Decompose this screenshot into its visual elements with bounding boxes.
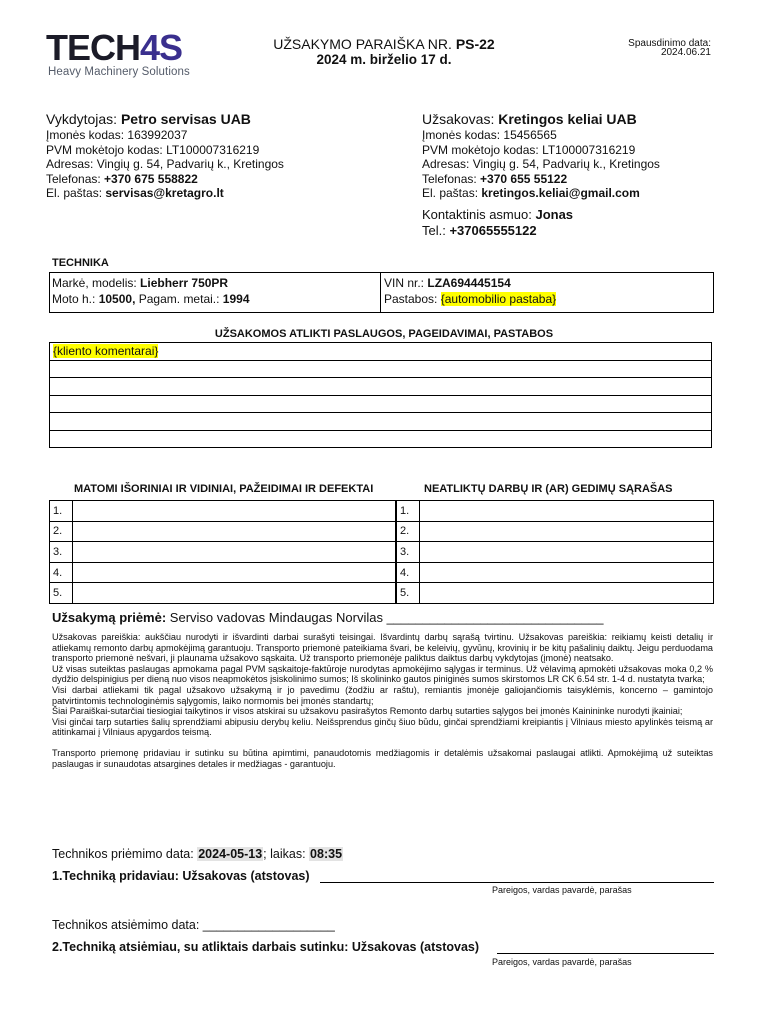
terms-paragraph: Už visas suteiktas paslaugas apmokama pagal PVM sąskaitoje-faktūroje nurodytas apmokėjimo sąlygas ir terminus. Už vėlavimą apmokėti užsakovas moka 0,2 % dydžio delspinigius per dieną nuo visos neapmokėtos įsiskolinimo sumos; Iš skolininko gautos piniginės sumos skirstomos LR CK 6.54 str. 1-4 d. nustatyta tvarka; <box>52 663 713 685</box>
table-row <box>397 521 714 542</box>
customer-vat: LT100007316219 <box>542 142 636 157</box>
return-date-label: Technikos atsiėmimo data: <box>52 918 200 932</box>
manufacture-year: 1994 <box>222 292 250 306</box>
unfinished-cell[interactable] <box>420 562 714 583</box>
contractor-address-label: Adresas: <box>46 157 94 172</box>
contractor-code-label: Įmonės kodas: <box>46 128 125 142</box>
print-date-label: Spausdinimo data: <box>628 38 711 49</box>
contractor-vat: LT100007316219 <box>166 142 260 157</box>
vehicle-notes[interactable]: {automobilio pastaba} <box>440 292 557 306</box>
delivered-label: 1.Techniką pridaviau: Užsakovas (atstovas) <box>52 869 310 883</box>
contact-person <box>422 207 573 223</box>
return-date-field[interactable]: ___________________ <box>202 918 335 932</box>
row-number: 2. <box>50 521 73 542</box>
table-row <box>50 413 712 431</box>
customer-phone-label: Telefonas: <box>422 171 477 186</box>
order-number: PS-22 <box>455 36 495 52</box>
returned-signature-line[interactable] <box>497 953 714 954</box>
terms-paragraph: Visi darbai atliekami tik pagal užsakovo užsakymą ir jo pavedimu (žodžiu ar raštu), remiantis įmonėje galiojančiomis taisyklėmis, koncerno – gamintojo patvirtintomis technologinėmis sąlygomis, laiko normomis bei įmonės standartų; <box>52 684 713 706</box>
print-date: 2024.06.21 <box>660 47 711 58</box>
received-date-row <box>52 847 343 861</box>
technika-divider <box>380 272 381 313</box>
table-row <box>50 360 712 378</box>
row-number: 5. <box>397 583 420 604</box>
contractor-email-label: El. paštas: <box>46 186 103 201</box>
contractor-code: 163992037 <box>127 128 188 142</box>
table-row <box>50 521 396 542</box>
table-row <box>50 583 396 604</box>
contractor-address: Vingių g. 54, Padvarių k., Kretingos <box>96 157 284 172</box>
damage-cell[interactable] <box>73 583 396 604</box>
contact-label: Kontaktinis asmuo: <box>422 207 532 222</box>
acceptance-signature-line[interactable]: ______________________________ <box>386 610 604 625</box>
logo-text: TECH <box>46 27 140 68</box>
customer-vat-label: PVM mokėtojo kodas: <box>422 142 539 157</box>
table-row <box>397 501 714 522</box>
make-label: Markė, modelis: <box>52 276 137 290</box>
received-date-label: Technikos priėmimo data: <box>52 847 194 861</box>
vin-label: VIN nr.: <box>384 276 425 290</box>
customer-label: Užsakovas: <box>422 111 495 127</box>
unfinished-cell[interactable] <box>420 583 714 604</box>
table-row <box>50 395 712 413</box>
contractor-block <box>46 110 284 201</box>
customer-email-label: El. paštas: <box>422 186 479 201</box>
damage-cell[interactable] <box>73 521 396 542</box>
contact-phone-label: Tel.: <box>422 223 446 238</box>
damages-section-label: MATOMI IŠORINIAI IR VIDINIAI, PAŽEIDIMAI IR DEFEKTAI <box>74 483 374 495</box>
comment-cell[interactable] <box>50 378 712 396</box>
make-model-row <box>52 276 228 290</box>
terms-paragraph: Transporto priemonę pridaviau ir sutinku su būtina apimtimi, panaudotomis medžiagomis ir detalėmis užsakomai paslaugai atlikti. Apmokėjimą už suteiktas paslaugas ir sunaudotas atsargines detales ir medžiagas - garantuoju. <box>52 747 713 769</box>
delivered-sign-hint: Pareigos, vardas pavardė, parašas <box>492 885 632 895</box>
paragraph-gap <box>52 738 713 748</box>
acceptance-person: Serviso vadovas Mindaugas Norvilas <box>169 610 383 625</box>
delivered-signature-line[interactable] <box>320 882 714 883</box>
row-number: 1. <box>50 501 73 522</box>
row-number: 4. <box>50 562 73 583</box>
technika-section-label: TECHNIKA <box>52 257 109 269</box>
comment-cell[interactable] <box>50 343 712 361</box>
returned-sign-hint: Pareigos, vardas pavardė, parašas <box>492 957 632 967</box>
table-row <box>50 501 396 522</box>
customer-email: kretingos.keliai@gmail.com <box>481 186 640 201</box>
customer-code-label: Įmonės kodas: <box>422 128 501 142</box>
contractor-email: servisas@kretagro.lt <box>105 186 224 201</box>
title-prefix: UŽSAKYMO PARAIŠKA NR. <box>273 36 452 52</box>
table-row <box>397 542 714 563</box>
damage-cell[interactable] <box>73 501 396 522</box>
table-row <box>50 562 396 583</box>
vin-row <box>384 276 511 290</box>
received-time[interactable]: 08:35 <box>310 847 343 861</box>
customer-block <box>422 110 660 201</box>
acceptance-label: Užsakymą priėmė: <box>52 610 167 625</box>
row-number: 5. <box>50 583 73 604</box>
contact-name: Jonas <box>535 207 574 222</box>
terms-text <box>52 632 713 769</box>
services-table <box>49 342 712 448</box>
received-date[interactable]: 2024-05-13 <box>198 847 263 861</box>
customer-address: Vingių g. 54, Padvarių k., Kretingos <box>472 157 660 172</box>
table-row <box>50 430 712 448</box>
customer-code: 15456565 <box>503 128 557 142</box>
damages-table <box>49 500 396 604</box>
comment-cell[interactable] <box>50 430 712 448</box>
logo-subtitle: Heavy Machinery Solutions <box>48 66 190 78</box>
contact-phone-row <box>422 223 537 239</box>
logo-accent: 4S <box>140 27 183 68</box>
contractor-label: Vykdytojas: <box>46 111 118 127</box>
contact-phone: +37065555122 <box>449 223 537 238</box>
comment-cell[interactable] <box>50 360 712 378</box>
contractor-phone: +370 675 558822 <box>104 171 198 186</box>
row-number: 4. <box>397 562 420 583</box>
contractor-phone-label: Telefonas: <box>46 171 101 186</box>
time-label: ; laikas: <box>263 847 306 861</box>
terms-paragraph: Visi ginčai tarp sutarties šalių sprendžiami abipusiu derybų keliu. Neišsprendus ginčų šiuo būdu, ginčai sprendžiami kreipiantis į Vilniaus miesto apylinkės teismą ar atitinkamai į Vilniaus apygardos teismą. <box>52 716 713 738</box>
terms-paragraph: Šiai Paraiškai-sutarčiai tiesiogiai taikytinos ir visos atskirai su užsakovu pasirašytos Remonto darbų sutarties sąlygos bei įmonės Kainininke nurodyti įkainiai; <box>52 706 683 717</box>
contractor-vat-label: PVM mokėtojo kodas: <box>46 142 163 157</box>
customer-name: Kretingos keliai UAB <box>498 111 637 127</box>
document-date: 2024 m. birželio 17 d. <box>316 52 452 67</box>
notes-label: Pastabos: <box>384 292 438 306</box>
terms-paragraph: Užsakovas pareiškia: aukščiau nurodyti ir išvardinti darbai surašyti teisingai. Išvardintų darbų sąrašą tvirtinu. Užsakovas pareiškia: reikiamų keisti detalių ir atliekamų remonto darbų apmokėjimą garantuoju. Transporto priemonė pateikiama švari, be keleivių, gyvūnų, krovinių ir be kitų pašalinių daiktų. Jeigu perduodama transporto priemonė nešvari, ji plaunama užsakovo sąskaita. Už transporto priemonėje paliktus daiktus darbų vykdytojas (įmonė) neatsako. <box>52 632 713 664</box>
unfinished-cell[interactable] <box>420 501 714 522</box>
engine-hours: 10500, <box>98 292 136 306</box>
return-date-row <box>52 918 335 932</box>
table-row <box>397 583 714 604</box>
row-number: 3. <box>397 542 420 563</box>
customer-address-label: Adresas: <box>422 157 470 172</box>
order-acceptance <box>52 610 603 625</box>
table-row <box>50 378 712 396</box>
unfinished-cell[interactable] <box>420 521 714 542</box>
make-model: Liebherr 750PR <box>140 276 229 290</box>
year-label: Pagam. metai.: <box>138 292 220 306</box>
table-row <box>397 562 714 583</box>
unfinished-cell[interactable] <box>420 542 714 563</box>
unfinished-table <box>396 500 714 604</box>
hours-label: Moto h.: <box>52 292 96 306</box>
vin-number: LZA694445154 <box>427 276 511 290</box>
customer-phone: +370 655 55122 <box>480 171 568 186</box>
damage-cell[interactable] <box>73 562 396 583</box>
comment-cell[interactable] <box>50 413 712 431</box>
hours-year-row <box>52 292 250 306</box>
row-number: 2. <box>397 521 420 542</box>
damage-cell[interactable] <box>73 542 396 563</box>
contractor-name: Petro servisas UAB <box>120 111 251 127</box>
notes-row <box>384 292 556 306</box>
client-comment: {kliento komentarai} <box>53 344 159 359</box>
row-number: 1. <box>397 501 420 522</box>
row-number: 3. <box>50 542 73 563</box>
services-section-label: UŽSAKOMOS ATLIKTI PASLAUGOS, PAGEIDAVIMAI, PASTABOS <box>214 328 554 340</box>
comment-cell[interactable] <box>50 395 712 413</box>
table-row <box>50 542 396 563</box>
unfinished-section-label: NEATLIKTŲ DARBŲ IR (AR) GEDIMŲ SĄRAŠAS <box>424 483 673 495</box>
returned-label: 2.Techniką atsiėmiau, su atliktais darbais sutinku: Užsakovas (atstovas) <box>52 940 480 954</box>
table-row <box>50 343 712 361</box>
